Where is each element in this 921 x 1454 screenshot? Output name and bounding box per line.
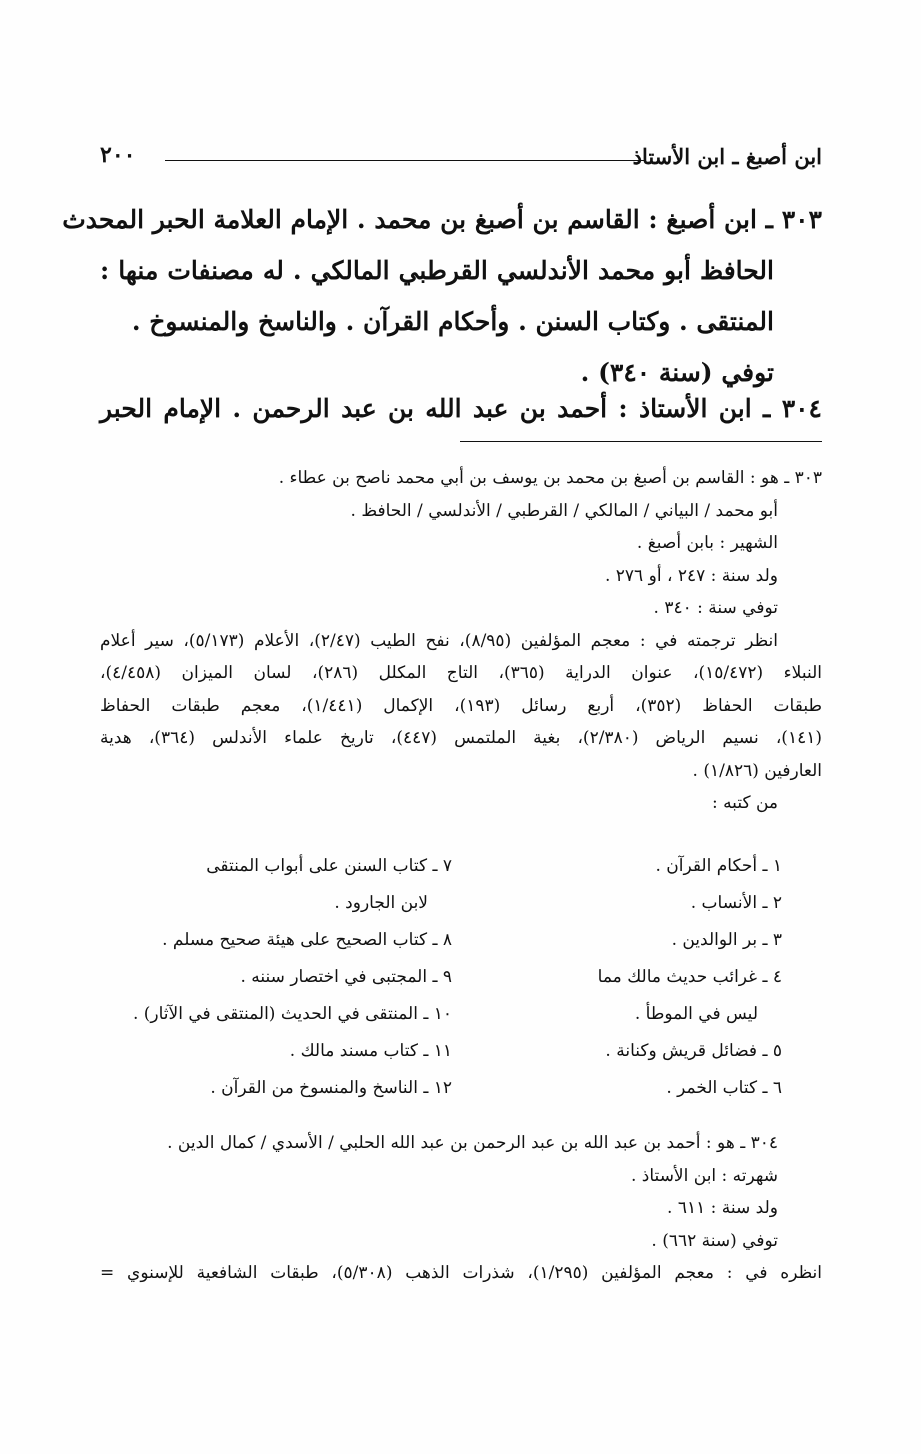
book-item: ٥ ـ فضائل قريش وكنانة .: [605, 1041, 782, 1061]
fn-303-line-5: توفي سنة : ٣٤٠ .: [653, 598, 778, 618]
fn-303-line-2: أبو محمد / البياني / المالكي / القرطبي / الأندلسي / الحافظ .: [350, 500, 778, 521]
fn-304-line-4: توفي (سنة ٦٦٢) .: [651, 1230, 778, 1251]
book-item: ٣ ـ بر الوالدين .: [671, 930, 782, 950]
book-item: ٩ ـ المجتبى في اختصار سننه .: [240, 967, 452, 987]
fn-303-line-1: ٣٠٣ ـ هو : القاسم بن أصبغ بن محمد بن يوسف بن أبي محمد ناصح بن عطاء .: [278, 468, 822, 488]
book-item: ٦ ـ كتاب الخمر .: [666, 1078, 782, 1098]
book-item: ٨ ـ كتاب الصحيح على هيئة صحيح مسلم .: [162, 930, 452, 950]
fn-304-line-2: شهرته : ابن الأستاذ .: [631, 1165, 778, 1186]
fn-303-line-9: (١٤١)، نسيم الرياض (٢/٣٨٠)، بغية الملتمس (٤٤٧)، تاريخ علماء الأندلس (٣٦٤)، هدية: [100, 728, 822, 748]
running-title: ابن أصبغ ـ ابن الأستاذ: [632, 144, 822, 169]
footnote-303: [100, 462, 822, 820]
footnote-304: [100, 1127, 822, 1290]
book-item: ١٢ ـ الناسخ والمنسوخ من القرآن .: [210, 1078, 452, 1098]
page-number: ٢٠٠: [100, 142, 136, 168]
book-item: ١ ـ أحكام القرآن .: [655, 856, 782, 876]
fn-303-line-4: ولد سنة : ٢٤٧ ، أو ٢٧٦ .: [604, 565, 778, 586]
running-header: [100, 140, 822, 176]
fn-304-line-1: ٣٠٤ ـ هو : أحمد بن عبد الله بن عبد الرحمن بن عبد الله الحلبي / الأسدي / كمال الدين .: [167, 1133, 778, 1153]
footnote-separator: [460, 441, 822, 442]
entry-303-line-4: توفي (سنة ٣٤٠) .: [580, 358, 774, 387]
books-column-left: [100, 848, 452, 1107]
entry-303: [62, 194, 822, 398]
book-item: ١٠ ـ المنتقى في الحديث (المنتقى في الآثار) .: [132, 1004, 452, 1024]
entry-304: [100, 383, 822, 434]
entry-303-line-3: المنتقى . وكتاب السنن . وأحكام القرآن . والناسخ والمنسوخ .: [131, 307, 774, 336]
fn-303-line-10: العارفين (١/٨٢٦) .: [692, 760, 822, 781]
book-item-continuation: لابن الجارود .: [334, 893, 428, 913]
entry-303-line-2: الحافظ أبو محمد الأندلسي القرطبي المالكي . له مصنفات منها :: [100, 256, 774, 285]
fn-303-line-3: الشهير : بابن أصبغ .: [636, 533, 778, 553]
fn-303-line-8: طبقات الحفاظ (٣٥٢)، أربع رسائل (١٩٣)، الإكمال (١/٤٤١)، معجم طبقات الحفاظ: [100, 695, 822, 716]
book-item: ٧ ـ كتاب السنن على أبواب المنتقى: [206, 856, 452, 876]
book-item-continuation: ليس في الموطأ .: [634, 1004, 758, 1024]
entry-303-line-1: ٣٠٣ ـ ابن أصبغ : القاسم بن أصبغ بن محمد . الإمام العلامة الحبر المحدث: [62, 205, 822, 234]
fn-303-line-6: انظر ترجمته في : معجم المؤلفين (٨/٩٥)، نفح الطيب (٢/٤٧)، الأعلام (٥/١٧٣)، سير أعلام: [100, 630, 778, 651]
fn-304-line-3: ولد سنة : ٦١١ .: [667, 1198, 778, 1218]
fn-303-line-11: من كتبه :: [711, 793, 778, 813]
entry-304-line-1: ٣٠٤ ـ ابن الأستاذ : أحمد بن عبد الله بن عبد الرحمن . الإمام الحبر: [100, 394, 822, 423]
book-item: ٤ ـ غرائب حديث مالك مما: [597, 967, 782, 987]
header-rule: [165, 160, 646, 161]
books-column-right: [502, 848, 782, 1107]
fn-303-line-7: النبلاء (١٥/٤٧٢)، عنوان الدراية (٣٦٥)، التاج المكلل (٢٨٦)، لسان الميزان (٤/٤٥٨)،: [100, 663, 822, 683]
fn-304-line-5: انظره في : معجم المؤلفين (١/٢٩٥)، شذرات الذهب (٥/٣٠٨)، طبقات الشافعية للإسنوي =: [100, 1263, 822, 1283]
book-item: ٢ ـ الأنساب .: [690, 893, 782, 913]
book-item: ١١ ـ كتاب مسند مالك .: [289, 1041, 452, 1061]
